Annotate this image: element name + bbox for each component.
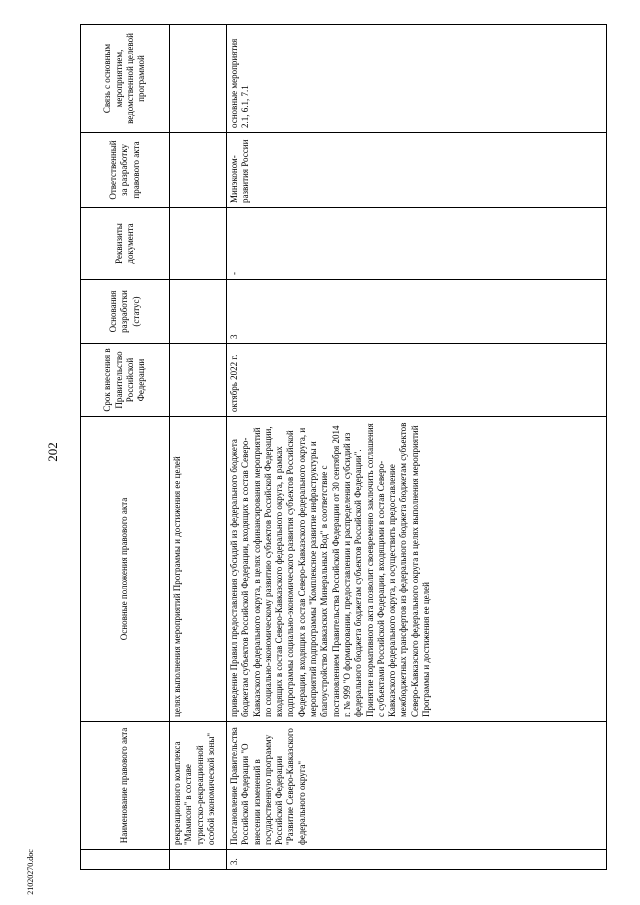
- cell-requisites: [170, 208, 227, 280]
- header-responsible: Ответственный за разработку правового акта: [81, 133, 170, 208]
- document-table-area: [80, 25, 615, 870]
- cell-program-link: основные мероприятия 2.1, 6.1, 7.1: [227, 25, 607, 133]
- table-header-row: [81, 25, 170, 870]
- document-code: 21020270.doc: [26, 849, 35, 895]
- header-deadline: Срок внесения в Правительство Российской Федерации: [81, 344, 170, 417]
- cell-basis: 3: [227, 280, 607, 344]
- cell-program-link: [170, 25, 227, 133]
- legal-acts-table: [80, 24, 607, 870]
- document-table-rotated: [80, 25, 615, 870]
- cell-act-name: Постановление Правительства Российской Федерации "О внесении изменений в государственную программу Российской Федерации "Развитие Северо-Кавказского федерального округа": [227, 722, 607, 850]
- cell-provisions: приведение Правил предоставления субсидий из федерального бюджета бюджетам субъектов Российской Федерации, входящих в состав Северо-Кавказского федерального округа, в целях софинансирования мероприятий по социально-экономическому развитию субъектов Российской Федерации, входящих в состав Северо-Кавказского федерального округа, в рамках подпрограммы социально-экономического развития субъектов Российской Федерации, входящих в состав Северо-Кавказского федерального округа, и мероприятий подпрограммы "Комплексное развитие инфраструктуры и благоустройство Кавказских Минеральных Вод" в соответствие с постановлением Правительства Российской Федерации от 30 сентября 2014 г. № 999 "О формировании, предоставлении и распределении субсидий из федерального бюджета бюджетам субъектов Российской Федерации". Принятие нормативного акта позволит своевременно заключить соглашения с субъектами Российской Федерации, входящими в состав Северо-Кавказского федерального округа, и осуществить предоставление межбюджетных трансфертов из федерального бюджета бюджетам субъектов Северо-Кавказского федерального округа в целях выполнения мероприятий Программы и достижения ее целей: [227, 417, 607, 722]
- cell-number: 3.: [227, 850, 607, 870]
- cell-act-name: рекреационного комплекса "Мамисон" в составе туристско-рекреационной особой экономической зоны": [170, 722, 227, 850]
- cell-responsible: [170, 133, 227, 208]
- page-number: 202: [45, 442, 60, 462]
- cell-requisites: -: [227, 208, 607, 280]
- header-requisites: Реквизиты документа: [81, 208, 170, 280]
- header-act-name: Наименование правового акта: [81, 722, 170, 850]
- header-basis: Основания разработки (статус): [81, 280, 170, 344]
- cell-basis: [170, 280, 227, 344]
- header-number: [81, 850, 170, 870]
- cell-number: [170, 850, 227, 870]
- cell-responsible: Минэконом-развития России: [227, 133, 607, 208]
- cell-provisions: целях выполнения мероприятий Программы и достижения ее целей: [170, 417, 227, 722]
- table-row: [170, 25, 227, 870]
- header-program-link: Связь с основным мероприятием, ведомственной целевой программой: [81, 25, 170, 133]
- cell-deadline: [170, 344, 227, 417]
- table-row: [227, 25, 607, 870]
- cell-deadline: октябрь 2022 г.: [227, 344, 607, 417]
- header-provisions: Основные положения правового акта: [81, 417, 170, 722]
